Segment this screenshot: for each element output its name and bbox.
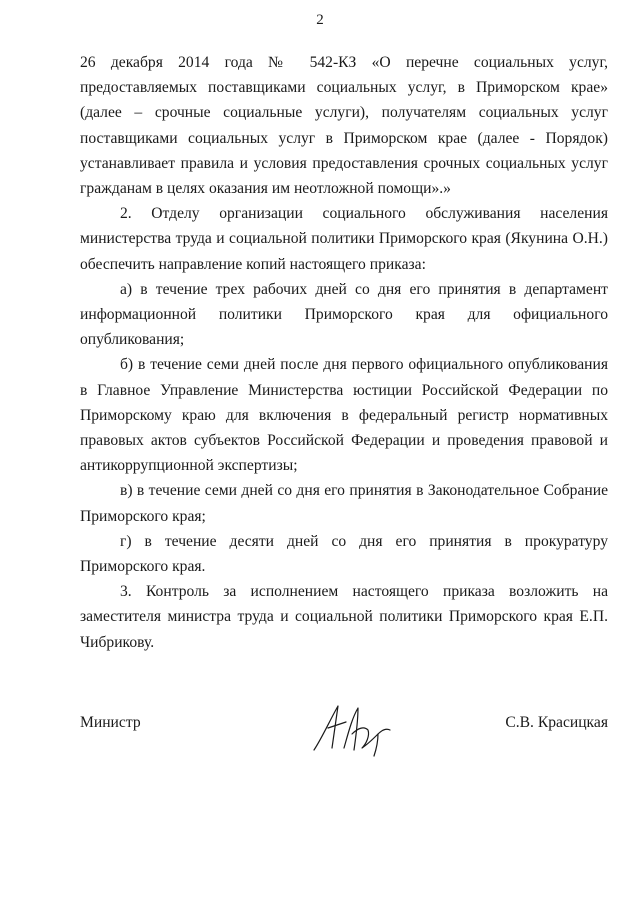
signature-block	[80, 710, 608, 770]
page-number: 2	[316, 12, 324, 28]
document-body	[80, 50, 608, 655]
paragraph-subitem-g: г) в течение десяти дней со дня его принятия в прокуратуру Приморского края.	[80, 532, 608, 576]
paragraph-subitem-v: в) в течение семи дней со дня его принятия в Законодательное Собрание Приморского края;	[80, 482, 608, 525]
signatory-name: С.В. Красицкая	[505, 714, 608, 731]
paragraph-item-3: 3. Контроль за исполнением настоящего приказа возложить на заместителя министра труда и социальной политики Приморского края Е.П. Чибрикову.	[80, 583, 608, 651]
paragraph-subitem-a: а) в течение трех рабочих дней со дня его принятия в департамент информационной политики Приморского края для официального опубликования;	[80, 280, 608, 349]
signatory-title: Министр	[80, 714, 141, 731]
paragraph-law-reference: 26 декабря 2014 года № 542-КЗ «О перечне социальных услуг, предоставляемых поставщиками социальных услуг, в Приморском крае» (далее – срочные социальные услуги), получателям социальных услуг поставщиками социальных услуг в Приморском крае (далее - Порядок) устанавливает правила и условия предоставления срочных социальных услуг гражданам в целях оказания им неотложной помощи».»	[80, 54, 608, 198]
paragraph-subitem-b: б) в течение семи дней после дня первого официального опубликования в Главное Управление Министерства юстиции Российской Федерации по Приморскому краю для включения в федеральный регистр нормативных правовых актов субъектов Российской Федерации и проведения правовой и антикоррупционной экспертизы;	[80, 356, 608, 475]
paragraph-item-2: 2. Отделу организации социального обслуживания населения министерства труда и социальной политики Приморского края (Якунина О.Н.) обеспечить направление копий настоящего приказа:	[80, 205, 608, 273]
handwritten-signature	[308, 698, 398, 758]
